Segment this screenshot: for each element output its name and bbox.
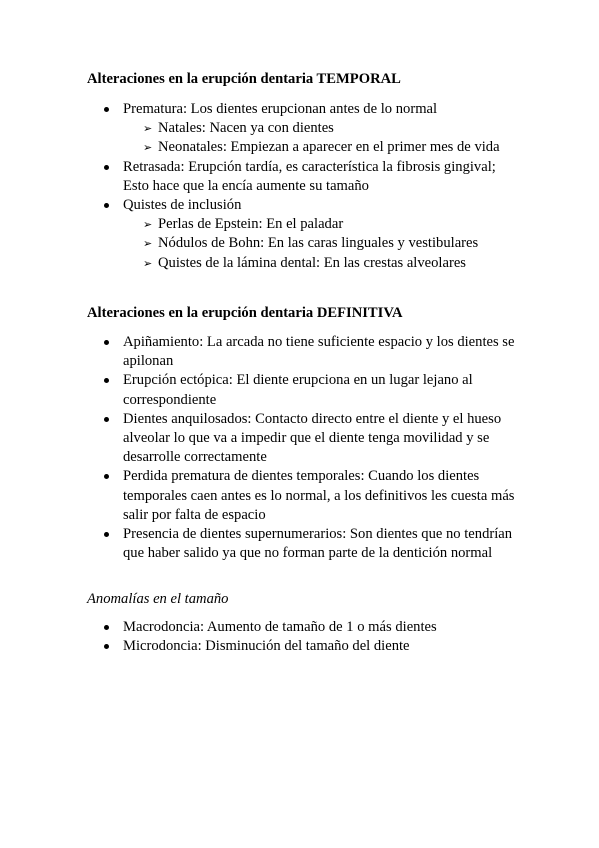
arrow-bullet-icon: ➢ [143, 256, 153, 270]
bullet-icon [104, 625, 109, 630]
list-item [0, 618, 523, 637]
sub-list-item-text: Neonatales: Empiezan a aparecer en el primer mes de vida [158, 139, 500, 156]
sub-list-item [123, 215, 523, 234]
list-item [0, 371, 523, 409]
sub-list [123, 119, 523, 157]
bullet-icon [104, 644, 109, 649]
section-heading-tamano: Anomalías en el tamaño [87, 591, 229, 607]
tamano-list [0, 618, 599, 656]
sub-list-item-text: Natales: Nacen ya con dientes [158, 120, 334, 137]
arrow-bullet-icon: ➢ [143, 122, 153, 136]
arrow-bullet-icon: ➢ [143, 141, 153, 155]
list-item-text: Macrodoncia: Aumento de tamaño de 1 o más dientes [123, 619, 437, 635]
arrow-bullet-icon: ➢ [143, 237, 153, 251]
list-item-text: Perdida prematura de dientes temporales: Cuando los dientes temporales caen antes es lo normal, a los definitivos les cuesta más salir por falta de espacio [123, 468, 515, 523]
list-item-text: Dientes anquilosados: Contacto directo entre el diente y el hueso alveolar lo que va a impedir que el diente tenga movilidad y se desarrolle correctamente [123, 410, 502, 466]
section-heading-definitiva: Alteraciones en la erupción dentaria DEFINITIVA [87, 305, 403, 321]
list-item-text: Retrasada: Erupción tardía, es característica la fibrosis gingival; Esto hace que la encía aumente su tamaño [123, 158, 496, 194]
list-item [0, 158, 523, 196]
section-heading-temporal: Alteraciones en la erupción dentaria TEMPORAL [87, 71, 401, 87]
sub-list-item [123, 254, 523, 273]
list-item [0, 637, 523, 656]
sub-list-item-text: Perlas de Epstein: En el paladar [158, 216, 344, 233]
sub-list-item [123, 138, 523, 157]
bullet-icon [104, 532, 109, 537]
list-item [0, 467, 523, 525]
arrow-bullet-icon: ➢ [143, 218, 153, 232]
list-item [0, 410, 523, 468]
list-item-text: Prematura: Los dientes erupcionan antes de lo normal [123, 101, 438, 117]
list-item-text: Quistes de inclusión [123, 197, 242, 214]
sub-list [123, 215, 523, 273]
bullet-icon [104, 417, 109, 422]
bullet-icon [104, 203, 109, 208]
list-item [0, 196, 523, 273]
temporal-list [0, 100, 599, 273]
bullet-icon [104, 474, 109, 479]
bullet-icon [104, 340, 109, 345]
sub-list-item-text: Nódulos de Bohn: En las caras linguales y vestibulares [158, 235, 479, 252]
sub-list-item [123, 234, 523, 253]
list-item [0, 333, 523, 371]
bullet-icon [104, 378, 109, 383]
list-item-text: Microdoncia: Disminución del tamaño del diente [123, 638, 410, 655]
sub-list-item-text: Quistes de la lámina dental: En las crestas alveolares [158, 254, 466, 271]
list-item-text: Presencia de dientes supernumerarios: Son dientes que no tendrían que haber salido ya que no forman parte de la dentición normal [123, 526, 513, 562]
sub-list-item [123, 119, 523, 138]
bullet-icon [104, 107, 109, 112]
list-item-text: Erupción ectópica: El diente erupciona en un lugar lejano al correspondiente [123, 372, 473, 408]
list-item [0, 525, 523, 563]
definitiva-list [0, 333, 599, 563]
list-item [0, 100, 523, 158]
bullet-icon [104, 165, 109, 170]
list-item-text: Apiñamiento: La arcada no tiene suficiente espacio y los dientes se apilonan [123, 334, 515, 370]
